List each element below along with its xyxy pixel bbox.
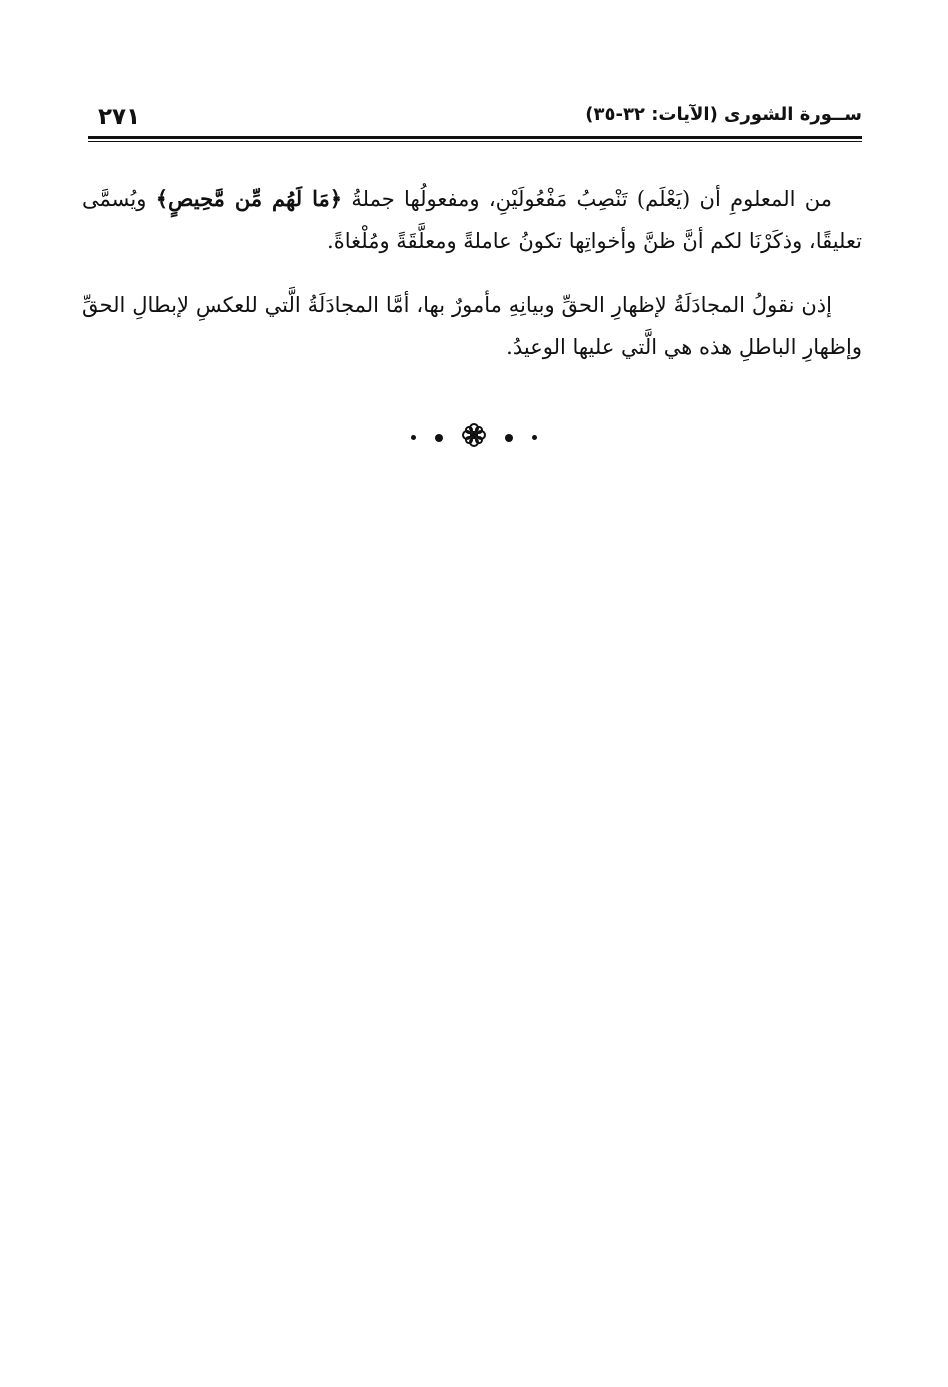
divider-dot-icon — [505, 434, 513, 442]
paragraph-1 — [82, 178, 862, 262]
paragraph-1-after-quote: ويُسمَّى تعليقًا، وذكَرْنَا لكم أنَّ ظنَّ وأخواتِها تكونُ عاملةً ومعلَّقَةً ومُلْغاةً. — [82, 187, 862, 253]
divider-dot-icon — [435, 434, 443, 442]
paragraph-1-before-quote: من المعلومِ أن (يَعْلَم) تَنْصِبُ مَفْعُولَيْنِ، ومفعولُها جملةُ — [342, 187, 832, 211]
page-header — [88, 96, 862, 142]
quran-quote: ﴿مَا لَهُم مِّن مَّحِيصٍ﴾ — [155, 186, 343, 211]
body-text — [82, 178, 862, 390]
section-divider — [0, 422, 948, 453]
header-rule-thin — [88, 141, 862, 142]
page-number: ٢٧١ — [98, 104, 141, 130]
divider-dot-icon — [411, 435, 416, 440]
running-title: ســورة الشورى (الآيات: ٣٢-٣٥) — [585, 104, 862, 125]
paragraph-2: إذن نقولُ المجادَلَةُ لإظهارِ الحقِّ وبيانِهِ مأمورٌ بها، أمَّا المجادَلَةُ الَّتي للعكسِ لإبطالِ الحقِّ وإظهارِ الباطلِ هذه هي الَّتي عليها الوعيدُ. — [82, 293, 862, 359]
header-rule-thick — [88, 136, 862, 139]
divider-dot-icon — [532, 435, 537, 440]
floral-ornament-icon — [461, 422, 487, 453]
